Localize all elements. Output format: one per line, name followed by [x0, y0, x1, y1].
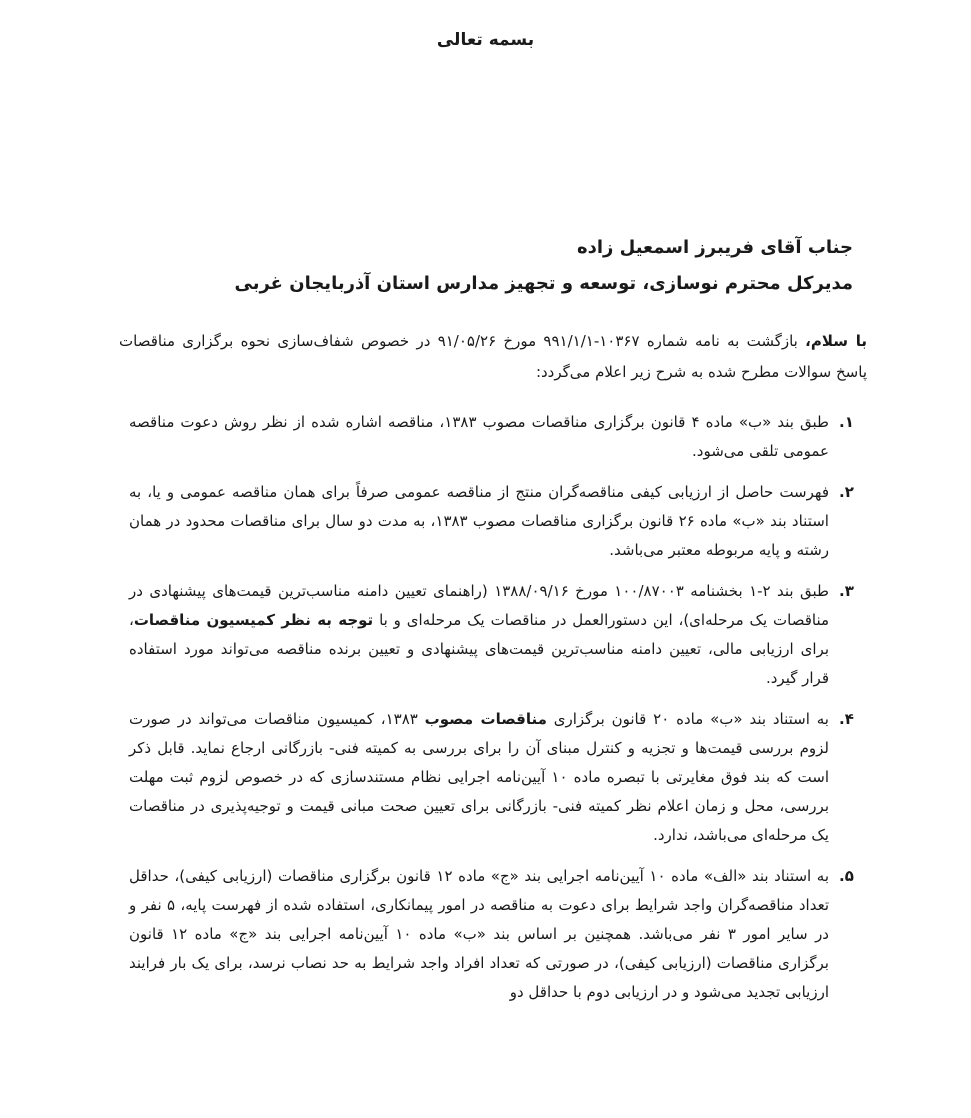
- recipient-position: مدیرکل محترم نوسازی، توسعه و تجهیز مدارس استان آذربایجان غربی: [234, 273, 853, 294]
- item-text: فهرست حاصل از ارزیابی کیفی مناقصه‌گران منتج از مناقصه عمومی صرفاً برای همان مناقصه عمومی و یا، به استناد بند «ب» ماده ۲۶ قانون برگزاری مناقصات مصوب ۱۳۸۳، به مدت دو سال برای مناقصات محدود در همان رشته و پایه مربوطه معتبر می‌باشد.: [129, 483, 829, 559]
- numbered-list: [129, 408, 867, 1019]
- item-text: [129, 582, 829, 687]
- item-number: ۴.: [839, 710, 854, 728]
- list-item: [129, 862, 867, 1007]
- item-text-bold: مناقصات مصوب: [424, 710, 547, 728]
- greeting: با سلام،: [805, 332, 867, 350]
- list-item: [129, 408, 867, 466]
- list-item: [129, 577, 867, 693]
- item-text-part: طبق بند ۲-۱ بخشنامه ۱۰۰/۸۷۰۰۳ مورخ ۱۳۸۸/۰۹/۱۶ (راهنمای تعیین دامنه مناسب‌ترین قیمت‌های پیشنهادی در مناقصات یک مرحله‌ای)، این دستورالعمل در مناقصات یک مرحله‌ای و با: [129, 582, 830, 629]
- document-header: [0, 30, 971, 50]
- item-number: ۵.: [839, 867, 854, 885]
- intro-paragraph: [119, 326, 867, 388]
- invocation-title: بسمه تعالی: [436, 30, 535, 50]
- item-text-bold: توجه به نظر کمیسیون مناقصات: [133, 611, 374, 629]
- item-text-part: ۱۳۸۳، کمیسیون مناقصات می‌تواند در صورت لزوم بررسی قیمت‌ها و تجزیه و کنترل مبنای آن را برای بررسی به کمیته فنی- بازرگانی ارجاع نماید. قابل ذکر است که بند فوق مغایرتی با تبصره ماده ۱۰ آیین‌نامه اجرایی نظام مستندسازی که در خصوص لزوم ثبت مهلت بررسی، محل و زمان اعلام نظر کمیته فنی- بازرگانی برای تعیین صحت مبانی قیمت و توجیه‌پذیری در مناقصات یک مرحله‌ای می‌باشد، ندارد.: [129, 710, 830, 844]
- item-text: [129, 710, 829, 844]
- list-item: [129, 478, 867, 565]
- item-number: ۱.: [839, 413, 854, 431]
- intro-text: بازگشت به نامه شماره ۱۰۳۶۷-۹۹۱/۱/۱ مورخ ۹۱/۰۵/۲۶ در خصوص شفاف‌سازی نحوه برگزاری مناقصات پاسخ سوالات مطرح شده به شرح زیر اعلام می‌گردد:: [119, 332, 867, 381]
- item-text: طبق بند «ب» ماده ۴ قانون برگزاری مناقصات مصوب ۱۳۸۳، مناقصه اشاره شده از نظر روش دعوت مناقصه عمومی تلقی می‌شود.: [129, 413, 829, 460]
- item-text-part: ، برای ارزیابی مالی، تعیین دامنه مناسب‌ترین قیمت‌های پیشنهادی و تعیین برنده مناقصه می‌تواند مورد استفاده قرار گیرد.: [129, 611, 829, 687]
- item-text: به استناد بند «الف» ماده ۱۰ آیین‌نامه اجرایی بند «ج» ماده ۱۲ قانون برگزاری مناقصات (ارزیابی کیفی)، حداقل تعداد مناقصه‌گران واجد شرایط برای دعوت به مناقصه در امور پیمانکاری، استفاده شده از فهرست پایه، ۵ نفر و در سایر امور ۳ نفر می‌باشد. همچنین بر اساس بند «ب» ماده ۱۰ آیین‌نامه اجرایی بند «ج» ماده ۱۲ قانون برگزاری مناقصات (ارزیابی کیفی)، در صورتی که تعداد افراد واجد شرایط به حد نصاب نرسد، برای یک بار فرایند ارزیابی تجدید می‌شود و در ارزیابی دوم با حداقل دو: [129, 867, 829, 1001]
- recipient-block: [133, 230, 853, 302]
- recipient-name: جناب آقای فریبرز اسمعیل زاده: [576, 237, 853, 258]
- item-number: ۲.: [839, 483, 854, 501]
- item-number: ۳.: [839, 582, 854, 600]
- item-text-part: به استناد بند «ب» ماده ۲۰ قانون برگزاری: [546, 710, 829, 728]
- list-item: [129, 705, 867, 850]
